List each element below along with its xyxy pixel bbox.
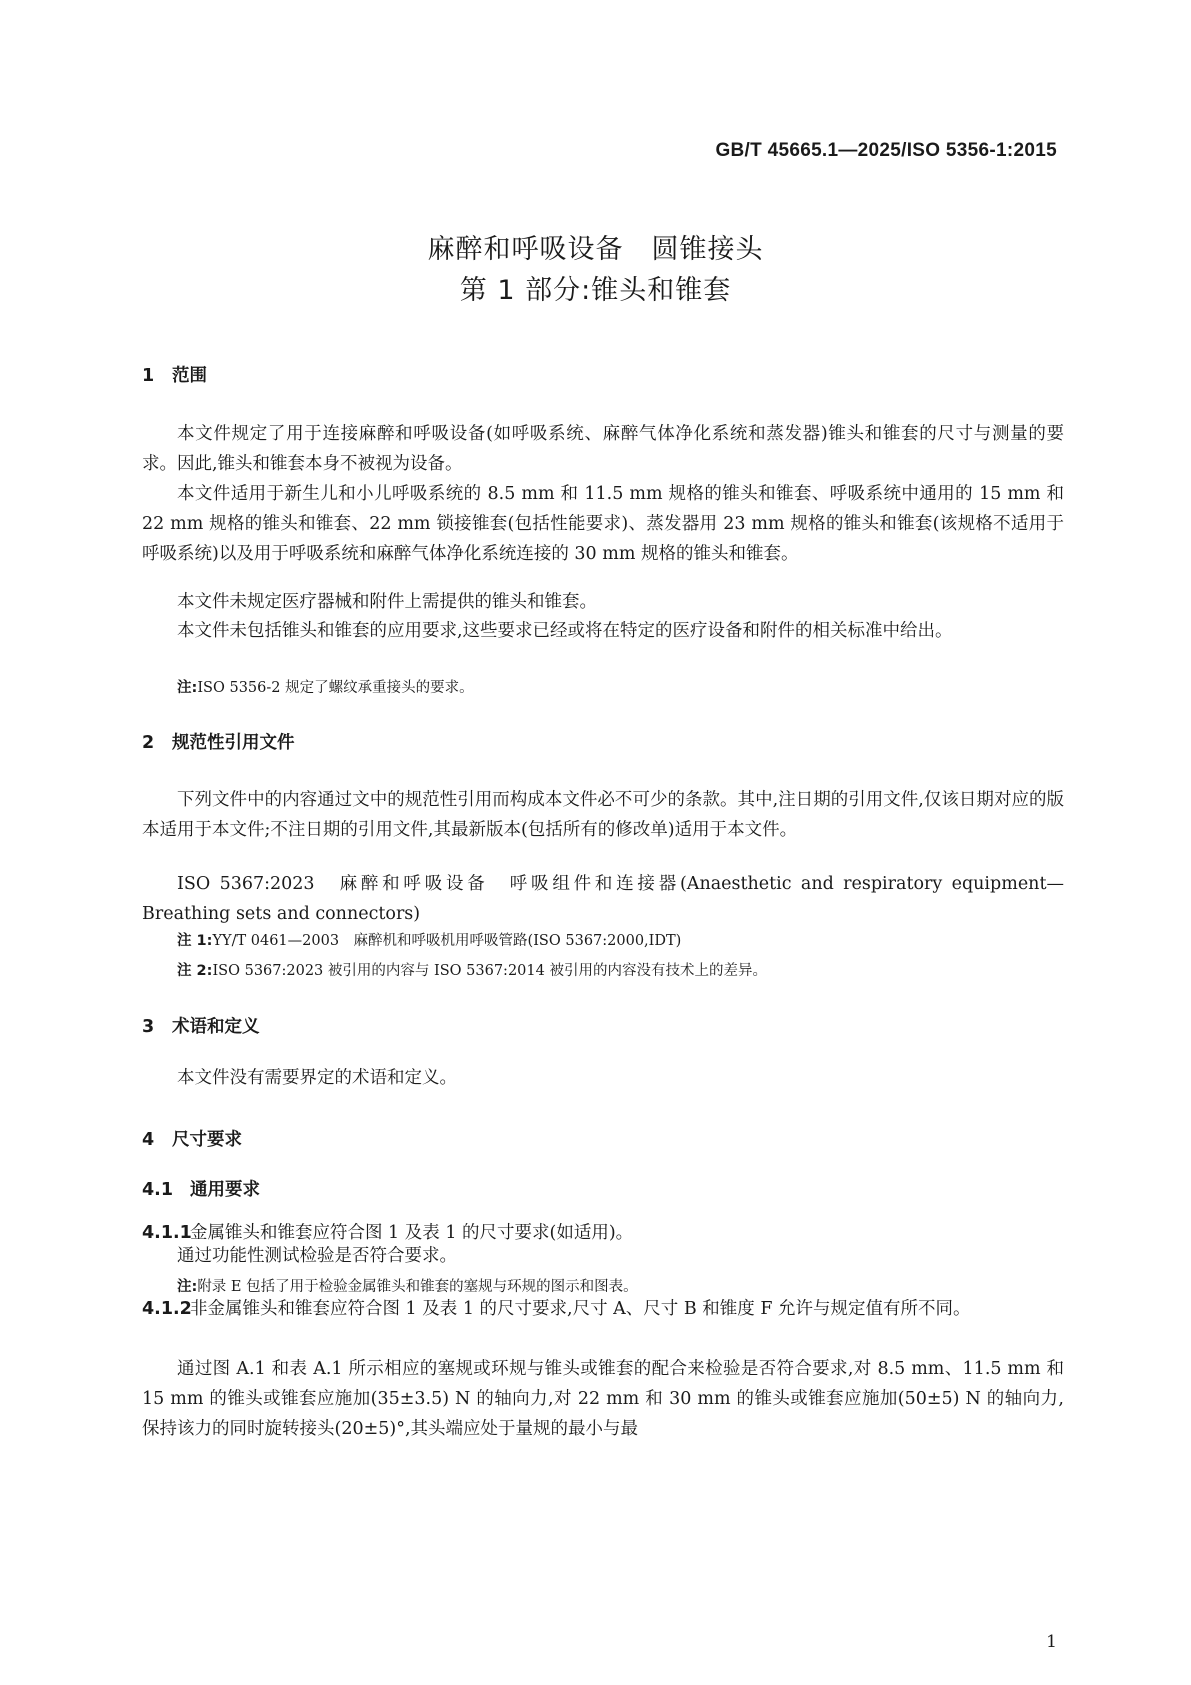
section-title: 规范性引用文件	[172, 733, 295, 753]
note	[177, 676, 474, 697]
section-title: 术语和定义	[172, 1017, 260, 1037]
note-1	[177, 929, 681, 950]
paragraph: 本文件未规定医疗器械和附件上需提供的锥头和锥套。	[177, 592, 597, 612]
section-number: 2	[142, 733, 155, 753]
section-title: 范围	[172, 366, 207, 386]
note-label: 注 1:	[177, 933, 213, 949]
clause-number: 4.1.2	[142, 1299, 192, 1319]
section-number: 3	[142, 1017, 155, 1037]
section-1-heading	[142, 362, 207, 387]
paragraph: 下列文件中的内容通过文中的规范性引用而构成本文件必不可少的条款。其中,注日期的引用文件,仅该日期对应的版本适用于本文件;不注日期的引用文件,其最新版本(包括所有的修改单)适用于本文件。	[142, 790, 1064, 840]
clause-text: 非金属锥头和锥套应符合图 1 及表 1 的尺寸要求,尺寸 A、尺寸 B 和锥度 F 允许与规定值有所不同。	[190, 1299, 971, 1319]
paragraph: 本文件未包括锥头和锥套的应用要求,这些要求已经或将在特定的医疗设备和附件的相关标准中给出。	[177, 621, 953, 641]
section-2-heading	[142, 729, 295, 754]
paragraph: 通过图 A.1 和表 A.1 所示相应的塞规或环规与锥头或锥套的配合来检验是否符合要求,对 8.5 mm、11.5 mm 和 15 mm 的锥头或锥套应施加(35±3.5) N 的轴向力,对 22 mm 和 30 mm 的锥头或锥套应施加(50±5) N 的轴向力,保持该力的同时旋转接头(20±5)°,其头端应处于量规的最小与最	[142, 1359, 1064, 1439]
section-number: 1	[142, 366, 155, 386]
section-title: 尺寸要求	[172, 1130, 242, 1150]
subsection-4-1-heading	[142, 1176, 260, 1201]
note-label: 注:	[177, 680, 198, 696]
section-3-heading	[142, 1013, 260, 1038]
clause-number: 4.1.1	[142, 1223, 192, 1243]
section-number: 4	[142, 1130, 155, 1150]
clause-4-1-2	[142, 1294, 1064, 1324]
note-text: ISO 5367:2023 被引用的内容与 ISO 5367:2014 被引用的内容没有技术上的差异。	[212, 963, 767, 979]
page-number: 1	[1046, 1632, 1057, 1652]
subsection-title: 通用要求	[190, 1180, 260, 1200]
document-title: 麻醉和呼吸设备 圆锥接头	[427, 234, 764, 265]
normative-reference: ISO 5367:2023 麻醉和呼吸设备 呼吸组件和连接器(Anaesthetic and respiratory equipment—Breathing sets and connectors)	[142, 874, 1064, 924]
subsection-number: 4.1	[142, 1180, 174, 1200]
paragraph: 本文件规定了用于连接麻醉和呼吸设备(如呼吸系统、麻醉气体净化系统和蒸发器)锥头和锥套的尺寸与测量的要求。因此,锥头和锥套本身不被视为设备。	[142, 424, 1064, 474]
note	[177, 1275, 638, 1296]
note-label: 注 2:	[177, 963, 213, 979]
note-text: YY/T 0461—2003 麻醉机和呼吸机用呼吸管路(ISO 5367:2000,IDT)	[212, 933, 682, 949]
section-4-heading	[142, 1126, 242, 1151]
note-label: 注:	[177, 1279, 198, 1295]
note-text: ISO 5356-2 规定了螺纹承重接头的要求。	[197, 680, 474, 696]
note-text: 附录 E 包括了用于检验金属锥头和锥套的塞规与环规的图示和图表。	[197, 1279, 638, 1295]
standard-number: GB/T 45665.1—2025/ISO 5356-1:2015	[715, 140, 1057, 161]
paragraph: 本文件没有需要界定的术语和定义。	[177, 1068, 457, 1088]
paragraph: 本文件适用于新生儿和小儿呼吸系统的 8.5 mm 和 11.5 mm 规格的锥头和锥套、呼吸系统中通用的 15 mm 和 22 mm 规格的锥头和锥套、22 mm 锁接锥套(包括性能要求)、蒸发器用 23 mm 规格的锥头和锥套(该规格不适用于呼吸系统)以及用于呼吸系统和麻醉气体净化系统连接的 30 mm 规格的锥头和锥套。	[142, 484, 1064, 564]
paragraph: 通过功能性测试检验是否符合要求。	[177, 1246, 457, 1266]
document-subtitle: 第 1 部分:锥头和锥套	[459, 275, 732, 306]
clause-text: 金属锥头和锥套应符合图 1 及表 1 的尺寸要求(如适用)。	[190, 1223, 634, 1243]
note-2	[177, 959, 767, 980]
